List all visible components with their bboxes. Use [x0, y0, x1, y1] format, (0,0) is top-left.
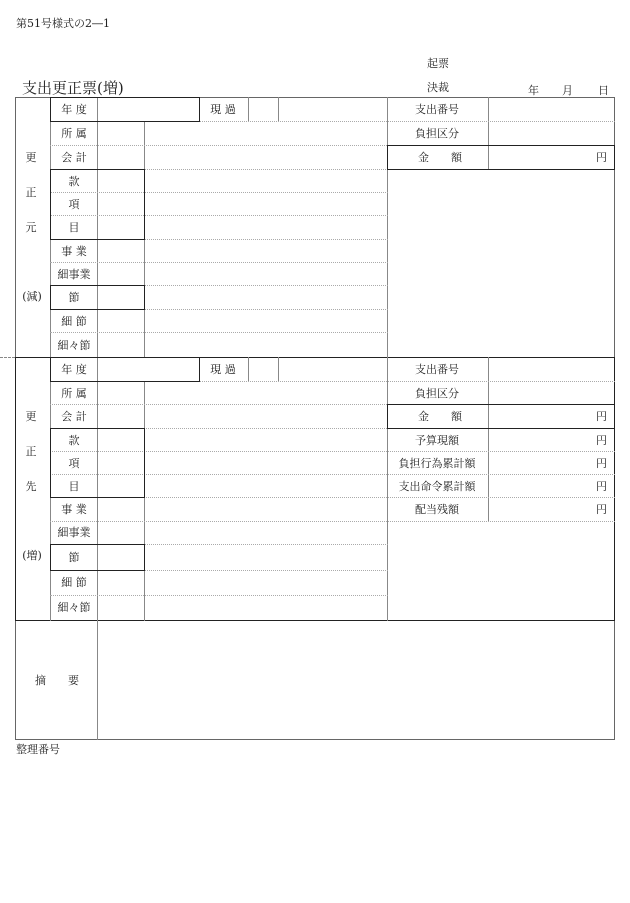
year-label: 年 [528, 84, 539, 97]
month-label: 月 [562, 84, 573, 97]
kan-kou-moku-box-upper [50, 169, 145, 240]
futan-koi-label: 負担行為累計額 [398, 457, 476, 470]
tekiyo-label: 摘 要 [35, 674, 79, 687]
nendo-label-lower: 年 度 [61, 363, 87, 376]
kan-label-lower: 款 [68, 434, 80, 447]
kou-label-lower: 項 [68, 457, 80, 470]
futan-kubun-lower: 負担区分 [415, 387, 459, 400]
saijigyo-label-lower: 細事業 [57, 526, 91, 539]
moku-label-upper: 目 [68, 221, 80, 234]
yen-shishutsu-meirei: 円 [596, 480, 607, 493]
yosan-genga-label: 予算現額 [415, 434, 459, 447]
shishutsu-bango-upper: 支出番号 [415, 103, 459, 116]
day-label: 日 [598, 84, 609, 97]
kingaku-lower: 金 額 [418, 410, 462, 423]
kan-kou-moku-box-lower [50, 428, 145, 498]
side-moto-3: 元 [25, 221, 37, 234]
form-number: 第51号様式の2―1 [16, 17, 110, 30]
yen-yosan: 円 [596, 434, 607, 447]
yen-futan-koi: 円 [596, 457, 607, 470]
side-moto-2: 正 [25, 186, 37, 199]
haito-zan-label: 配当残額 [415, 503, 459, 516]
side-saki-2: 正 [25, 445, 37, 458]
setsu-box-upper [50, 285, 145, 310]
kihyo-label: 起票 [427, 57, 449, 70]
side-moto-4: (減) [22, 290, 42, 303]
setsu-label-lower: 節 [68, 551, 80, 564]
saijigyo-label-upper: 細事業 [57, 268, 91, 281]
side-saki-3: 先 [25, 480, 37, 493]
side-saki-4: (増) [22, 549, 42, 562]
setsu-label-upper: 節 [68, 291, 80, 304]
saisetsu-label-lower: 細 節 [61, 576, 87, 589]
saisaisetsu-label-upper: 細々節 [57, 339, 91, 352]
kingaku-upper: 金 額 [418, 151, 462, 164]
page-title: 支出更正票(増) [22, 79, 124, 97]
yen-kingaku-lower: 円 [596, 410, 607, 423]
kaikei-label-lower: 会 計 [61, 410, 87, 423]
futan-kubun-upper: 負担区分 [415, 127, 459, 140]
shozoku-label-upper: 所 属 [61, 127, 87, 140]
genka-label-lower: 現 過 [210, 363, 236, 376]
kan-label-upper: 款 [68, 175, 80, 188]
side-moto-1: 更 [25, 151, 37, 164]
seiri-bango-label: 整理番号 [16, 743, 60, 756]
saisaisetsu-label-lower: 細々節 [57, 601, 91, 614]
shishutsu-bango-lower: 支出番号 [415, 363, 459, 376]
shishutsu-meirei-label: 支出命令累計額 [398, 480, 476, 493]
nendo-label-upper: 年 度 [61, 103, 87, 116]
yen-upper: 円 [596, 151, 607, 164]
kessai-label: 決裁 [427, 81, 449, 94]
kaikei-label-upper: 会 計 [61, 151, 87, 164]
kou-label-upper: 項 [68, 198, 80, 211]
jigyo-label-upper: 事 業 [61, 245, 87, 258]
moku-label-lower: 目 [68, 480, 80, 493]
jigyo-label-lower: 事 業 [61, 503, 87, 516]
saisetsu-label-upper: 細 節 [61, 315, 87, 328]
setsu-box-lower [50, 544, 145, 571]
shozoku-label-lower: 所 属 [61, 387, 87, 400]
genka-label-upper: 現 過 [210, 103, 236, 116]
side-saki-1: 更 [25, 410, 37, 423]
yen-haito-zan: 円 [596, 503, 607, 516]
